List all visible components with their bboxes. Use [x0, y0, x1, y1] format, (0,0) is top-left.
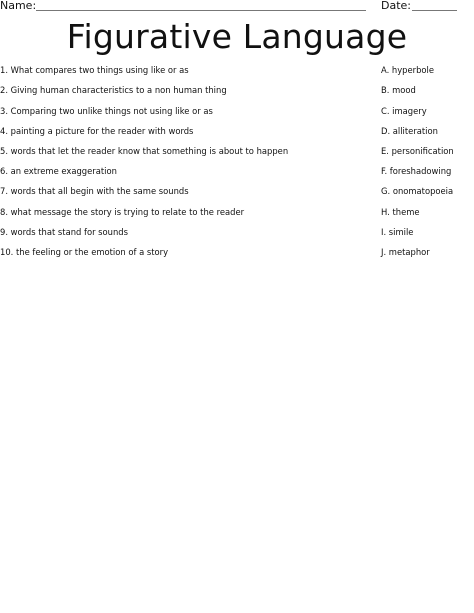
- answer-item: B. mood: [381, 85, 416, 95]
- question-item: 4. painting a picture for the reader with words: [0, 126, 194, 136]
- question-item: 10. the feeling or the emotion of a story: [0, 247, 169, 257]
- date-label: Date:: [381, 0, 411, 12]
- answer-item: E. personification: [381, 146, 454, 156]
- question-item: 6. an extreme exaggeration: [0, 166, 117, 176]
- question-item: 2. Giving human characteristics to a non human thing: [0, 85, 227, 95]
- worksheet-header: [0, 0, 474, 14]
- answer-item: A. hyperbole: [381, 65, 435, 75]
- page-title: Figurative Language: [66, 17, 408, 56]
- answer-item: H. theme: [381, 207, 420, 217]
- question-item: 1. What compares two things using like or as: [0, 65, 189, 75]
- answer-item: F. foreshadowing: [381, 166, 452, 176]
- date-blank-line: [412, 10, 457, 11]
- name-label: Name:: [0, 0, 37, 12]
- question-item: 3. Comparing two unlike things not using like or as: [0, 106, 213, 116]
- question-item: 8. what message the story is trying to relate to the reader: [0, 207, 245, 217]
- answer-item: D. alliteration: [381, 126, 438, 136]
- answer-item: G. onomatopoeia: [381, 186, 454, 196]
- question-item: 9. words that stand for sounds: [0, 227, 128, 237]
- answer-item: I. simile: [381, 227, 414, 237]
- name-blank-line: [36, 10, 366, 11]
- answer-item: J. metaphor: [381, 247, 430, 257]
- answer-item: C. imagery: [381, 106, 427, 116]
- question-item: 5. words that let the reader know that something is about to happen: [0, 146, 289, 156]
- question-item: 7. words that all begin with the same sounds: [0, 186, 189, 196]
